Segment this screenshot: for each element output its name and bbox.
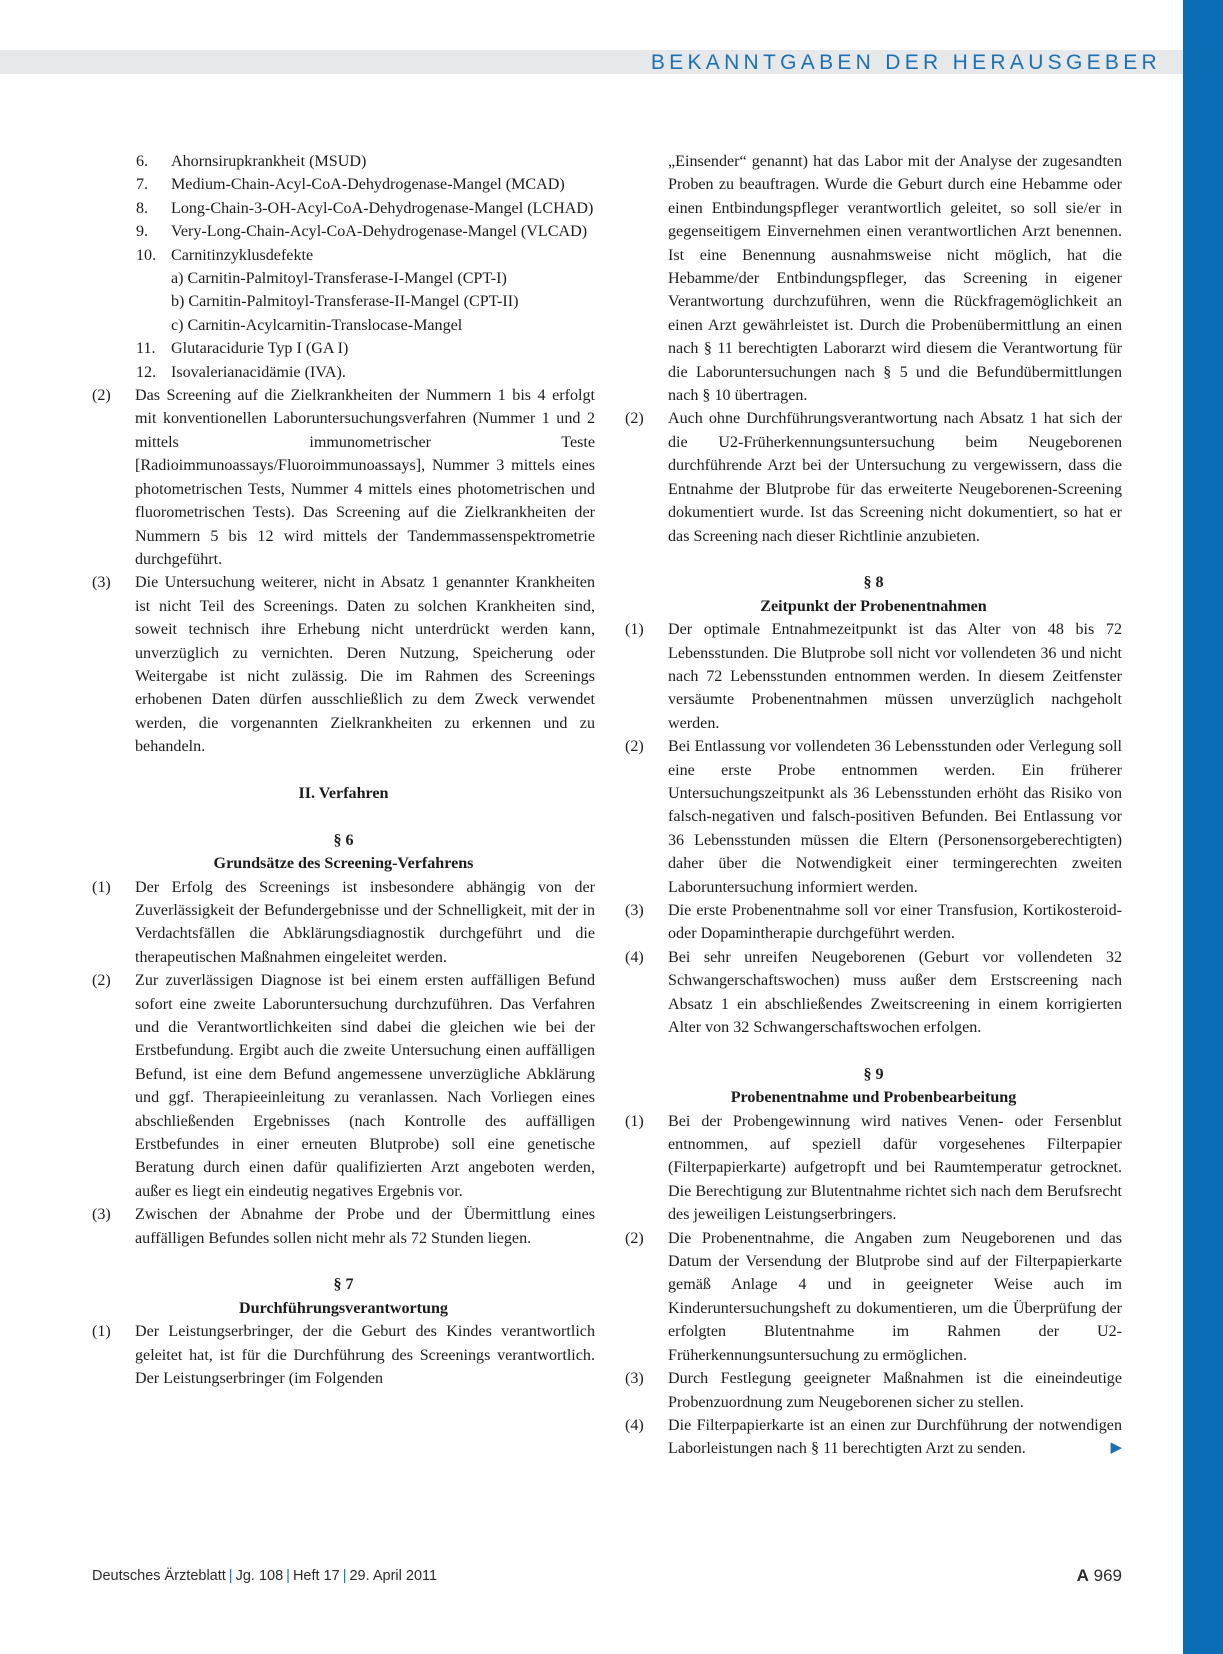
s8-paragraph-1: (1) Der optimale Entnahmezeitpunkt ist das Alter von 48 bis 72 Lebensstunden. Die Blutprobe soll nicht vor vollendeten 36 und nicht nach 72 Lebensstunden entnommen werden. In diesem Zeitfenster versäumte Probenentnahmen müssen unverzüglich nachgeholt werden. — [625, 621, 1122, 732]
section-6-title: Grundsätze des Screening-Verfahrens — [213, 855, 474, 873]
list-item-number: 9. — [136, 223, 149, 241]
page-number: A 969 — [1076, 1566, 1122, 1585]
s7-paragraph-2: (2) Auch ohne Durchführungsverantwortung nach Absatz 1 hat sich der die U2-Früherkennungsuntersuchung beim Neugeborenen durchführende Arzt bei der Untersuchung zu vergewissern, dass die Entnahme der Blutprobe für das erweiterte Neugeborenen-Screening dokumentiert wurde. Ist das Screening nicht dokumentiert, so hat er das Screening nach dieser Richtlinie anzubieten. — [625, 410, 1122, 545]
s9-paragraph-3: (3) Durch Festlegung geeigneter Maßnahmen ist die eineindeutige Probenzuordnung zum Neugeborenen sicher zu stellen. — [625, 1370, 1122, 1411]
target-disease-list-end — [92, 337, 595, 384]
target-disease-list — [92, 150, 595, 267]
part-heading: II. Verfahren — [298, 784, 389, 802]
s7-paragraph-1: (1) Der Leistungserbringer, der die Geburt des Kindes verantwortlich geleitet hat, ist für die Durchführung des Screenings verantwortlich. Der Leistungserbringer (im Folgenden — [92, 1323, 595, 1388]
section-7-number: § 7 — [333, 1276, 354, 1294]
list-item — [92, 244, 595, 267]
sub-list-item: b) Carnitin-Palmitoyl-Transferase-II-Mangel (CPT-II) — [171, 293, 519, 311]
list-item — [92, 150, 595, 173]
list-item-text: Medium-Chain-Acyl-CoA-Dehydrogenase-Mangel (MCAD) — [171, 176, 565, 194]
list-item-number: 6. — [136, 153, 149, 170]
paragraph-2: (2) Das Screening auf die Zielkrankheiten der Nummern 1 bis 4 erfolgt mit konventionellen Laboruntersuchungsverfahren (Nummer 1 und 2 mittels immunometrischer Teste [Radioimmunoassays/Fluoroimmunoassays], Nummer 3 mittels eines photometrischen Tests, Nummer 4 mittels eines photometrischen und fluorometrischen Tests). Das Screening auf die Zielkrankheiten der Nummern 5 bis 12 wird mittels der Tandemmassenspektrometrie durchgeführt. — [92, 387, 595, 568]
list-item-text: Very-Long-Chain-Acyl-CoA-Dehydrogenase-Mangel (VLCAD) — [171, 223, 588, 241]
list-item — [92, 197, 595, 220]
list-item-number: 10. — [136, 246, 157, 264]
paragraph-3: (3) Die Untersuchung weiterer, nicht in Absatz 1 genannter Krankheiten ist nicht Teil des Screenings. Daten zu solchen Krankheiten sind, soweit technisch ihre Erhebung nicht unterdrückt werden kann, unverzüglich zu vernichten. Deren Nutzung, Speicherung oder Weitergabe ist nicht zulässig. Die im Rahmen des Screenings erhobenen Daten dürfen ausschließlich zu dem Zweck verwendet werden, die vorgenannten Zielkrankheiten zu erkennen und zu behandeln. — [92, 574, 595, 756]
section-9-title: Probenentnahme und Probenbearbeitung — [730, 1089, 1017, 1107]
carnitine-sub-list — [92, 267, 595, 337]
sub-list-item: a) Carnitin-Palmitoyl-Transferase-I-Mangel (CPT-I) — [171, 270, 507, 288]
list-item-number: 11. — [136, 340, 156, 358]
s8-paragraph-3: (3) Die erste Probenentnahme soll vor einer Transfusion, Kortikosteroid- oder Dopamintherapie durchgeführt werden. — [625, 901, 1122, 943]
section-9-number: § 9 — [863, 1065, 884, 1083]
list-item — [92, 337, 595, 360]
list-item-text: Carnitinzyklusdefekte — [171, 246, 314, 264]
right-column — [625, 150, 1122, 1461]
journal-date: 29. April 2011 — [349, 1568, 438, 1584]
section-6-number: § 6 — [333, 831, 354, 849]
journal-volume: Jg. 108 — [235, 1568, 284, 1584]
right-accent-bar — [1183, 0, 1223, 1654]
list-item — [92, 361, 595, 384]
list-item-text: Glutaracidurie Typ I (GA I) — [171, 340, 349, 358]
s9-paragraph-2: (2) Die Probenentnahme, die Angaben zum Neugeborenen und das Datum der Versendung der Blutprobe sind auf der Filterpapierkarte gemäß Anlage 4 und in geeigneter Weise auch im Kinderuntersuchungsheft zu dokumentieren, um die Überprüfung der erfolgten Blutentnahme im Rahmen der U2-Früherkennungsuntersuchung zu ermöglichen. — [625, 1229, 1122, 1364]
list-item-number: 8. — [136, 199, 149, 217]
list-item — [92, 220, 595, 243]
list-item — [92, 173, 595, 196]
s6-paragraph-3: (3) Zwischen der Abnahme der Probe und der Übermittlung eines auffälligen Befundes sollen nicht mehr als 72 Stunden liegen. — [92, 1206, 595, 1247]
left-column — [92, 150, 595, 1390]
journal-name: Deutsches Ärzteblatt — [92, 1568, 226, 1584]
section-header: BEKANNTGABEN DER HERAUSGEBER — [650, 51, 1161, 74]
list-item-number: 12. — [136, 363, 157, 381]
journal-issue: Heft 17 — [292, 1568, 340, 1584]
s8-paragraph-2: (2) Bei Entlassung vor vollendeten 36 Lebensstunden oder Verlegung soll eine erste Probe entnommen werden. Ein früherer Untersuchungszeitpunkt als 36 Lebensstunden erhöht das Risiko von falsch-negativen und falsch-positiven Befunden. Bei Entlassung vor 36 Lebensstunden müssen die Eltern (Personensorgeberechtigten) daher über die Notwendigkeit einer termingerechten zweiten Laboruntersuchung informiert werden. — [625, 738, 1122, 896]
s8-paragraph-4: (4) Bei sehr unreifen Neugeborenen (Geburt vor vollendeten 32 Schwangerschaftswochen) muss außer dem Erstscreening nach Absatz 1 ein abschließendes Zweitscreening in einem korrigierten Alter von 32 Schwangerschaftswochen erfolgen. — [625, 948, 1122, 1037]
s7-paragraph-1-continued: „Einsender“ genannt) hat das Labor mit der Analyse der zugesandten Proben zu beauftragen. Wurde die Geburt durch eine Hebamme oder einen Entbindungspfleger verantwortlich geleitet, so soll sie/er in gegenseitigem Einvernehmen einen verantwortlichen Arzt benennen. Ist eine Benennung ausnahmsweise nicht möglich, hat die Hebamme/der Entbindungspfleger, das Screening in eigener Verantwortung durchzuführen, wenn die Rückfragemöglichkeit an einen Arzt gewährleistet ist. Durch die Probenübermittlung an einen nach § 11 berechtigten Laborarzt wird diesem die Verantwortung für die Laboruntersuchungen nach § 5 und die Befundübermittlungen nach § 10 übertragen. — [668, 153, 1122, 405]
section-7-title: Durchführungsverantwortung — [239, 1299, 448, 1317]
list-item-text: Ahornsirupkrankheit (MSUD) — [171, 153, 367, 170]
section-8-title: Zeitpunkt der Probenentnahmen — [760, 597, 987, 615]
s6-paragraph-1: (1) Der Erfolg des Screenings ist insbesondere abhängig von der Zuverlässigkeit der Befundergebnisse und der Schnelligkeit, mit der in Verdachtsfällen die Abklärungsdiagnostik durchgeführt und die therapeutischen Maßnahmen eingeleitet werden. — [92, 878, 595, 966]
s9-paragraph-4: (4) Die Filterpapierkarte ist an einen zur Durchführung der notwendigen Laborleistungen nach § 11 berechtigten Arzt zu senden. ▶ — [625, 1414, 1122, 1461]
page-footer: Deutsches Ärzteblatt | Jg. 108 | Heft 17 | 29. April 2011 A 969 — [92, 1566, 1122, 1585]
section-8-number: § 8 — [863, 574, 884, 592]
list-item-text: Isovalerianacidämie (IVA). — [171, 363, 346, 381]
list-item-number: 7. — [136, 176, 149, 194]
s9-paragraph-1: (1) Bei der Probengewinnung wird natives Venen- oder Fersenblut entnommen, auf speziell dafür vorgesehenes Filterpapier (Filterpapierkarte) aufgetropft und bei Raumtemperatur getrocknet. Die Berechtigung zur Blutentnahme richtet sich nach dem Berufsrecht des jeweiligen Leistungserbringers. — [625, 1112, 1122, 1224]
s6-paragraph-2: (2) Zur zuverlässigen Diagnose ist bei einem ersten auffälligen Befund sofort eine zweite Laboruntersuchung durchzuführen. Das Verfahren und die Verantwortlichkeiten sind dabei die gleichen wie bei der Erstbefundung. Ergibt auch die zweite Untersuchung einen auffälligen Befund, ist eine dem Befund angemessene unverzügliche Abklärung und ggf. Therapieeinleitung zu veranlassen. Nach Vorliegen eines abschließenden Ergebnisses (nach Kontrolle des auffälligen Erstbefundes in einer erneuten Blutprobe) soll eine genetische Beratung durch einen dafür qualifizierten Arzt angeboten werden, außer es liegt ein eindeutig negatives Ergebnis vor. — [92, 972, 595, 1200]
list-item-text: Long-Chain-3-OH-Acyl-CoA-Dehydrogenase-Mangel (LCHAD) — [171, 199, 594, 217]
triangle-right-icon: ▶ — [1110, 1440, 1122, 1457]
sub-list-item: c) Carnitin-Acylcarnitin-Translocase-Mangel — [171, 316, 463, 334]
